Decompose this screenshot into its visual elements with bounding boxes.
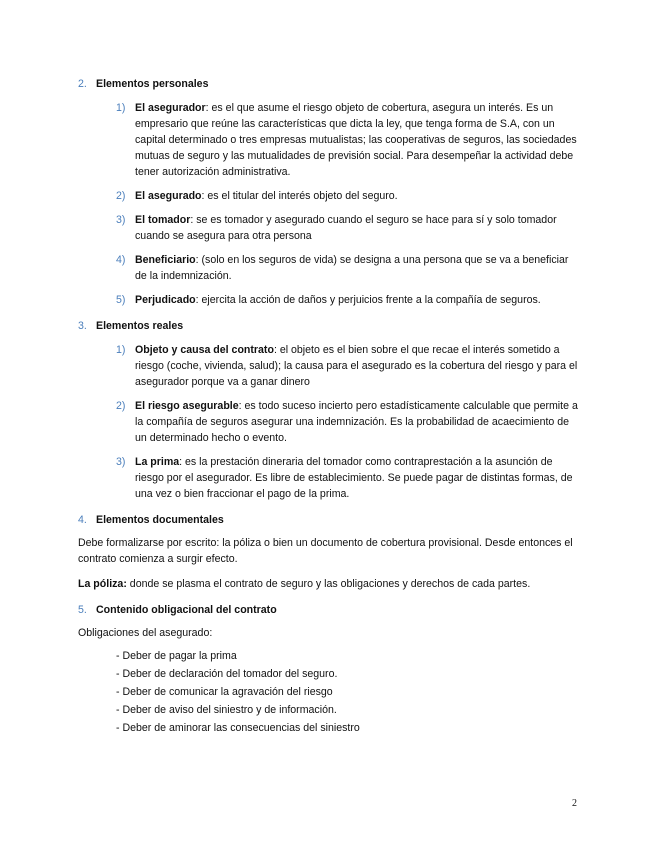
item-text: : es el titular del interés objeto del seguro. <box>201 190 398 202</box>
item-text: : el objeto es el bien sobre el que recae el interés sometido a riesgo (coche, vivienda, salud); la causa para el asegurado es la cobertura del riesgo y para el asegurador porque va a ganar dinero <box>135 344 578 388</box>
section-number: 3. <box>78 320 87 332</box>
paragraph: Debe formalizarse por escrito: la póliza o bien un documento de cobertura provisional. Desde entonces el contrato comienza a surgir efecto. <box>78 537 573 565</box>
item-number: 3) <box>116 214 126 226</box>
list-item <box>116 252 583 284</box>
item-number: 5) <box>116 294 126 306</box>
list-item <box>116 212 583 244</box>
item-term: La prima <box>135 456 180 468</box>
section-heading-5 <box>78 602 583 618</box>
bullet-item: - Deber de aviso del siniestro y de información. <box>116 704 337 716</box>
list-item <box>116 100 583 180</box>
item-number: 2) <box>116 400 126 412</box>
item-text: : se es tomador y asegurado cuando el seguro se hace para sí y solo tomador cuando se asegura para otra persona <box>135 214 557 242</box>
item-term: Beneficiario <box>135 254 196 266</box>
list-item <box>116 292 583 308</box>
section-heading-4 <box>78 512 583 528</box>
item-term: El asegurador <box>135 102 206 114</box>
bullet-item: - Deber de pagar la prima <box>116 650 237 662</box>
section-title: Elementos reales <box>96 320 184 332</box>
item-term: El tomador <box>135 214 191 226</box>
paragraph: Obligaciones del asegurado: <box>78 627 213 639</box>
section-number: 4. <box>78 514 87 526</box>
section-title: Elementos personales <box>96 78 209 90</box>
section-title: Elementos documentales <box>96 514 224 526</box>
bullet-list <box>116 647 583 737</box>
bullet-item: - Deber de comunicar la agravación del riesgo <box>116 686 333 698</box>
section-number: 2. <box>78 78 87 90</box>
list-item <box>116 398 583 446</box>
list-item <box>116 342 583 390</box>
item-number: 2) <box>116 190 126 202</box>
section-number: 5. <box>78 604 87 616</box>
section-heading-3 <box>78 318 583 334</box>
item-text: : es todo suceso incierto pero estadísticamente calculable que permite a la compañía de seguros asegurar una indemnización. Es la probabilidad de acaecimiento de un determinado hecho o evento. <box>135 400 578 444</box>
document-page <box>78 76 583 737</box>
bullet-item: - Deber de declaración del tomador del seguro. <box>116 668 338 680</box>
item-number: 1) <box>116 102 126 114</box>
item-term: Perjudicado <box>135 294 196 306</box>
item-number: 3) <box>116 456 126 468</box>
item-text: : ejercita la acción de daños y perjuicios frente a la compañía de seguros. <box>195 294 541 306</box>
list-item <box>116 454 583 502</box>
section-heading-2 <box>78 76 583 92</box>
poliza-paragraph <box>78 576 583 592</box>
item-text: : es el que asume el riesgo objeto de cobertura, asegura un interés. Es un empresario que reúne las características que dicta la ley, que tenga forma de S.A, con un capital determinado o tres empresas mutualistas; las cooperativas de seguros, las sociedades mutuas de seguro y las mutualidades de previsión social. Para desempeñar la actividad debe tener autorización administrativa. <box>135 102 577 178</box>
item-term: El riesgo asegurable <box>135 400 239 412</box>
item-text: : es la prestación dineraria del tomador como contraprestación a la asunción de riesgo por el asegurador. Es libre de establecimiento. Se puede pagar de distintas formas, de una vez o bien fraccionar el pago de la prima. <box>135 456 573 500</box>
bullet-item: - Deber de aminorar las consecuencias del siniestro <box>116 722 360 734</box>
item-term: Objeto y causa del contrato <box>135 344 274 356</box>
page-number: 2 <box>572 798 577 809</box>
item-number: 1) <box>116 344 126 356</box>
poliza-label: La póliza: <box>78 578 127 590</box>
item-text: : (solo en los seguros de vida) se designa a una persona que se va a beneficiar de la indemnización. <box>135 254 569 282</box>
item-number: 4) <box>116 254 126 266</box>
poliza-text: donde se plasma el contrato de seguro y las obligaciones y derechos de cada partes. <box>126 578 531 590</box>
list-item <box>116 188 583 204</box>
item-term: El asegurado <box>135 190 202 202</box>
section-title: Contenido obligacional del contrato <box>96 604 277 616</box>
